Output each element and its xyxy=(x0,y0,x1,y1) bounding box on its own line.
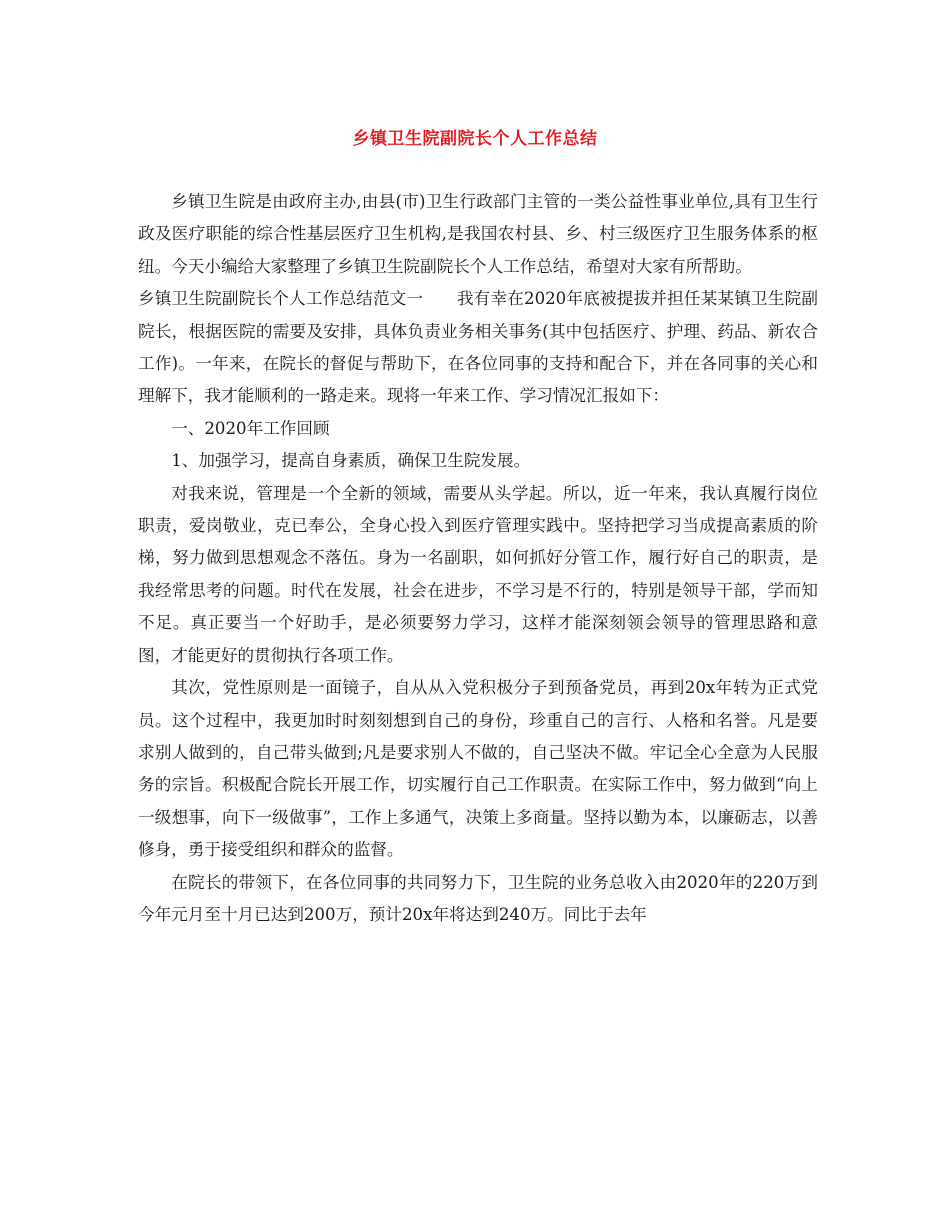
subheading-study: 1、加强学习，提高自身素质，确保卫生院发展。 xyxy=(171,451,531,471)
paragraph-management: 对我来说，管理是一个全新的领域，需要从头学起。所以，近一年来，我认真履行岗位职责，爱岗敬业，克已奉公，全身心投入到医疗管理实践中。坚持把学习当成提高素质的阶梯，努力做到思想观念不落伍。身为一名副职，如何抓好分管工作，履行好自己的职责，是我经常思考的问题。时代在发展，社会在进步，不学习是不行的，特别是领导干部，学而知不足。真正要当一个好助手，是必须要努力学习，这样才能深刻领会领导的管理思路和意图，才能更好的贯彻执行各项工作。 xyxy=(138,483,818,665)
document-title: 乡镇卫生院副院长个人工作总结 xyxy=(352,129,598,149)
paragraph-sample-one: 乡镇卫生院副院长个人工作总结范文一 我有幸在2020年底被提拔并担任某某镇卫生院副院长，根据医院的需要及安排，具体负责业务相关事务(其中包括医疗、护理、药品、新农合工作)。一年来，在院长的督促与帮助下，在各位同事的支持和配合下，并在各同事的关心和理解下，我才能顺利的一路走来。现将一年来工作、学习情况汇报如下： xyxy=(138,289,818,406)
document-body xyxy=(138,186,818,931)
paragraph-revenue: 在院长的带领下，在各位同事的共同努力下，卫生院的业务总收入由2020年的220万到今年元月至十月已达到200万，预计20x年将达到240万。同比于去年 xyxy=(138,872,818,924)
paragraph-party-principle: 其次，党性原则是一面镜子，自从从入党积极分子到预备党员，再到20x年转为正式党员。这个过程中，我更加时时刻刻想到自己的身份，珍重自己的言行、人格和名誉。凡是要求别人做到的，自己带头做到;凡是要求别人不做的，自己坚决不做。牢记全心全意为人民服务的宗旨。积极配合院长开展工作，切实履行自己工作职责。在实际工作中，努力做到“向上一级想事，向下一级做事”，工作上多通气，决策上多商量。坚持以勤为本，以廉砺志，以善修身，勇于接受组织和群众的监督。 xyxy=(138,678,818,860)
section-heading-review: 一、2020年工作回顾 xyxy=(171,418,330,438)
paragraph-intro: 乡镇卫生院是由政府主办,由县(市)卫生行政部门主管的一类公益性事业单位,具有卫生行政及医疗职能的综合性基层医疗卫生机构,是我国农村县、乡、村三级医疗卫生服务体系的枢纽。今天小编给大家整理了乡镇卫生院副院长个人工作总结，希望对大家有所帮助。 xyxy=(138,192,818,276)
